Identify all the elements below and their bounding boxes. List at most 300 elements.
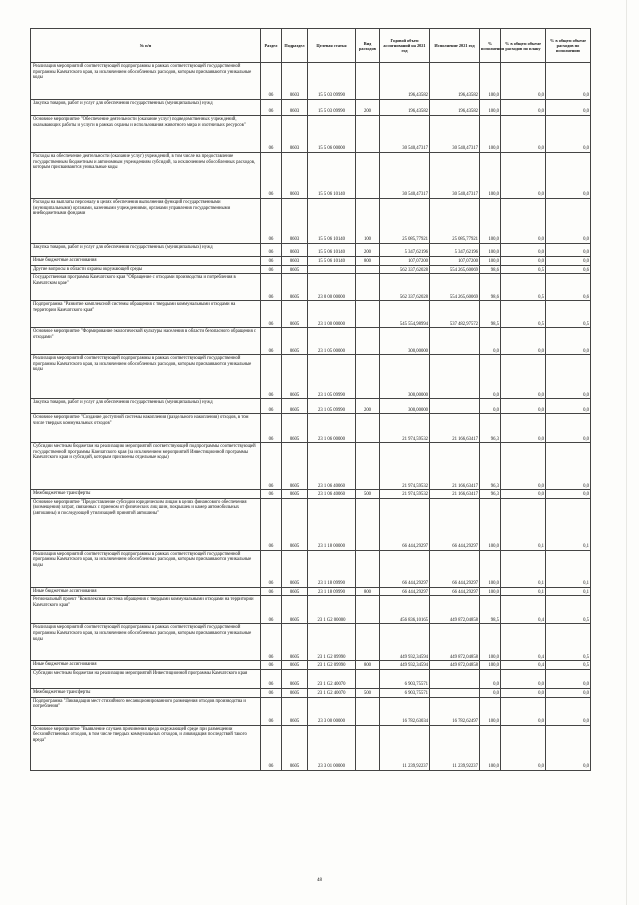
- execution-cell: [430, 328, 480, 355]
- table-row: [31, 328, 591, 355]
- share-plan-cell: 0,0: [501, 688, 546, 697]
- annual-plan-cell: 196,43582: [380, 63, 430, 100]
- table-row: [31, 587, 591, 596]
- share-execution-cell: 0,5: [546, 301, 591, 328]
- execution-percent-cell: 0,0: [480, 399, 501, 414]
- table-row: [31, 199, 591, 244]
- execution-percent-cell: 98,5: [480, 596, 501, 624]
- section-cell: 06: [261, 624, 282, 661]
- row-name-cell: Иные бюджетные ассигнования: [31, 587, 261, 596]
- target-article-cell: 15 5 06 10140: [308, 257, 356, 266]
- scan-edge-line: [626, 0, 627, 905]
- annual-plan-cell: 107,07200: [380, 257, 430, 266]
- expense-type-cell: [356, 669, 380, 688]
- annual-plan-cell: 300,00000: [380, 399, 430, 414]
- target-article-cell: 23 1 06 40060: [308, 443, 356, 490]
- table-body: [31, 63, 591, 771]
- share-plan-cell: 0,4: [501, 661, 546, 670]
- share-plan-cell: 0,4: [501, 624, 546, 661]
- row-name-cell: Иные бюджетные ассигнования: [31, 661, 261, 670]
- share-execution-cell: 0,0: [546, 116, 591, 153]
- annual-plan-cell: 11 239,92237: [380, 725, 430, 770]
- row-name-cell: Межбюджетные трансферты: [31, 490, 261, 499]
- col-header-number: № п/п: [31, 29, 261, 63]
- expense-type-cell: [356, 498, 380, 550]
- share-execution-cell: 0,0: [546, 153, 591, 199]
- execution-cell: 30 540,47317: [430, 153, 480, 199]
- subsection-cell: 0605: [282, 596, 308, 624]
- table-row: [31, 697, 591, 725]
- annual-plan-cell: 66 444,29297: [380, 587, 430, 596]
- section-cell: 06: [261, 661, 282, 670]
- execution-percent-cell: 100,0: [480, 498, 501, 550]
- expense-type-cell: [356, 443, 380, 490]
- share-plan-cell: 0,0: [501, 725, 546, 770]
- expense-type-cell: [356, 265, 380, 274]
- annual-plan-cell: 545 554,98994: [380, 301, 430, 328]
- row-name-cell: Основное мероприятие "Выявление случаев причинения вреда окружающей среде при размещении бесхозяйственных отходов, в том числе твердых коммунальных отходов, и ликвидация последствий такого вреда": [31, 725, 261, 770]
- target-article-cell: 23 1 G2 40070: [308, 688, 356, 697]
- row-name-cell: Закупка товаров, работ и услуг для обеспечения государственных (муниципальных) нужд: [31, 244, 261, 257]
- table-row: [31, 63, 591, 100]
- execution-percent-cell: 100,0: [480, 116, 501, 153]
- row-name-cell: Закупка товаров, работ и услуг для обеспечения государственных (муниципальных) нужд: [31, 399, 261, 414]
- subsection-cell: 0605: [282, 669, 308, 688]
- share-plan-cell: 0,1: [501, 550, 546, 587]
- section-cell: 06: [261, 596, 282, 624]
- section-cell: 06: [261, 399, 282, 414]
- target-article-cell: 15 5 06 00000: [308, 116, 356, 153]
- row-name-cell: Основное мероприятие "Создание доступной системы накопления (раздельного накопления) отходов, в том числе твердых коммунальных отходов": [31, 414, 261, 443]
- execution-cell: 66 444,29297: [430, 498, 480, 550]
- col-header-annual-plan: Годовой объем ассигнований на 2021 год: [380, 29, 430, 63]
- annual-plan-cell: 196,43582: [380, 100, 430, 116]
- execution-percent-cell: 0,0: [480, 688, 501, 697]
- table-row: [31, 265, 591, 274]
- subsection-cell: 0603: [282, 153, 308, 199]
- target-article-cell: 15 5 03 09990: [308, 63, 356, 100]
- annual-plan-cell: 449 932,34594: [380, 624, 430, 661]
- execution-cell: 30 540,47317: [430, 116, 480, 153]
- row-name-cell: Другие вопросы в области охраны окружающей среды: [31, 265, 261, 274]
- expense-type-cell: [356, 697, 380, 725]
- subsection-cell: 0605: [282, 490, 308, 499]
- target-article-cell: 15 5 06 10140: [308, 244, 356, 257]
- row-name-cell: Межбюджетные трансферты: [31, 688, 261, 697]
- annual-plan-cell: 21 974,59532: [380, 443, 430, 490]
- share-execution-cell: 0,5: [546, 596, 591, 624]
- expense-type-cell: 800: [356, 587, 380, 596]
- section-cell: 06: [261, 490, 282, 499]
- subsection-cell: 0605: [282, 328, 308, 355]
- share-execution-cell: 0,1: [546, 587, 591, 596]
- subsection-cell: 0603: [282, 257, 308, 266]
- share-plan-cell: 0,4: [501, 596, 546, 624]
- annual-plan-cell: 300,00000: [380, 328, 430, 355]
- table-row: [31, 414, 591, 443]
- execution-percent-cell: 100,0: [480, 100, 501, 116]
- execution-percent-cell: 100,0: [480, 624, 501, 661]
- subsection-cell: 0605: [282, 697, 308, 725]
- execution-percent-cell: 100,0: [480, 244, 501, 257]
- section-cell: 06: [261, 355, 282, 399]
- share-plan-cell: 0,0: [501, 414, 546, 443]
- subsection-cell: 0605: [282, 355, 308, 399]
- subsection-cell: 0605: [282, 688, 308, 697]
- section-cell: 06: [261, 688, 282, 697]
- col-header-execution-percent: % исполнения: [480, 29, 501, 63]
- execution-cell: 25 085,77921: [430, 199, 480, 244]
- execution-percent-cell: 96,3: [480, 414, 501, 443]
- execution-cell: 21 166,63417: [430, 490, 480, 499]
- share-plan-cell: 0,0: [501, 669, 546, 688]
- section-cell: 06: [261, 697, 282, 725]
- row-name-cell: Реализация мероприятий соответствующей подпрограммы в рамках соответствующей государственной программы Камчатского края, за исключением обособленных расходов, которым присваиваются уникальные коды: [31, 624, 261, 661]
- annual-plan-cell: 30 540,47317: [380, 116, 430, 153]
- expense-type-cell: [356, 328, 380, 355]
- section-cell: 06: [261, 550, 282, 587]
- table-row: [31, 725, 591, 770]
- annual-plan-cell: 562 337,62028: [380, 265, 430, 274]
- share-execution-cell: 0,5: [546, 661, 591, 670]
- section-cell: 06: [261, 328, 282, 355]
- section-cell: 06: [261, 63, 282, 100]
- execution-percent-cell: 98,6: [480, 274, 501, 301]
- expense-type-cell: 500: [356, 688, 380, 697]
- table-row: [31, 244, 591, 257]
- target-article-cell: 23 1 G2 09990: [308, 624, 356, 661]
- share-plan-cell: 0,5: [501, 301, 546, 328]
- share-plan-cell: 0,0: [501, 328, 546, 355]
- execution-percent-cell: 100,0: [480, 725, 501, 770]
- col-header-execution: Исполнение 2021 год: [430, 29, 480, 63]
- row-name-cell: Закупка товаров, работ и услуг для обеспечения государственных (муниципальных) нужд: [31, 100, 261, 116]
- execution-cell: [430, 399, 480, 414]
- execution-cell: 449 872,04858: [430, 596, 480, 624]
- row-name-cell: Региональный проект "Комплексная система обращения с твердыми коммунальными отходами на территории Камчатского края": [31, 596, 261, 624]
- share-execution-cell: 0,0: [546, 328, 591, 355]
- table-row: [31, 669, 591, 688]
- share-plan-cell: 0,0: [501, 697, 546, 725]
- expense-type-cell: [356, 414, 380, 443]
- share-execution-cell: 0,0: [546, 257, 591, 266]
- annual-plan-cell: 6 903,75571: [380, 688, 430, 697]
- section-cell: 06: [261, 116, 282, 153]
- execution-cell: 196,43582: [430, 100, 480, 116]
- row-name-cell: Реализация мероприятий соответствующей подпрограммы в рамках соответствующей государственной программы Камчатского края, за исключением обособленных расходов, которым присваиваются уникальные коды: [31, 550, 261, 587]
- share-plan-cell: 0,0: [501, 443, 546, 490]
- expense-type-cell: 800: [356, 257, 380, 266]
- share-plan-cell: 0,1: [501, 498, 546, 550]
- target-article-cell: 23 1 18 09990: [308, 550, 356, 587]
- share-plan-cell: 0,0: [501, 257, 546, 266]
- execution-cell: 21 166,63417: [430, 414, 480, 443]
- row-name-cell: Реализация мероприятий соответствующей подпрограммы в рамках соответствующей государственной программы Камчатского края, за исключением обособленных расходов, которым присваиваются уникальные коды: [31, 355, 261, 399]
- share-plan-cell: 0,0: [501, 153, 546, 199]
- execution-cell: 66 444,29297: [430, 550, 480, 587]
- section-cell: 06: [261, 725, 282, 770]
- subsection-cell: 0605: [282, 301, 308, 328]
- share-execution-cell: 0,0: [546, 63, 591, 100]
- subsection-cell: 0605: [282, 265, 308, 274]
- subsection-cell: 0605: [282, 274, 308, 301]
- section-cell: 06: [261, 414, 282, 443]
- table-row: [31, 661, 591, 670]
- target-article-cell: 23 1 05 00000: [308, 328, 356, 355]
- row-name-cell: Основное мероприятие "Обеспечение деятельности (оказание услуг) подведомственных учреждений, оказывающих работы и услуги в рамках охраны и использования животного мира и охотничьих ресурсов": [31, 116, 261, 153]
- share-execution-cell: 0,0: [546, 199, 591, 244]
- target-article-cell: 23 1 G2 09990: [308, 661, 356, 670]
- subsection-cell: 0605: [282, 498, 308, 550]
- execution-percent-cell: 100,0: [480, 63, 501, 100]
- col-header-target-article: Целевая статья: [308, 29, 356, 63]
- section-cell: 06: [261, 244, 282, 257]
- share-execution-cell: 0,0: [546, 244, 591, 257]
- execution-percent-cell: 100,0: [480, 199, 501, 244]
- execution-cell: 21 166,63417: [430, 443, 480, 490]
- expense-type-cell: 200: [356, 399, 380, 414]
- share-plan-cell: 0,0: [501, 399, 546, 414]
- expense-type-cell: 100: [356, 199, 380, 244]
- table-row: [31, 301, 591, 328]
- table-row: [31, 274, 591, 301]
- row-name-cell: Субсидии местным бюджетам на реализацию мероприятий соответствующей подпрограммы соответствующей государственной программы Камчатского края (за исключением мероприятий Инвестиционной программы Камчатского края и субсидий, которым присвоены отдельные коды): [31, 443, 261, 490]
- annual-plan-cell: 21 974,59532: [380, 490, 430, 499]
- section-cell: 06: [261, 587, 282, 596]
- share-plan-cell: 0,1: [501, 587, 546, 596]
- execution-percent-cell: 0,0: [480, 355, 501, 399]
- share-execution-cell: 0,0: [546, 688, 591, 697]
- annual-plan-cell: 5 347,62196: [380, 244, 430, 257]
- annual-plan-cell: 66 444,29297: [380, 550, 430, 587]
- table-row: [31, 624, 591, 661]
- table-row: [31, 100, 591, 116]
- target-article-cell: 23 1 05 09990: [308, 399, 356, 414]
- row-name-cell: Субсидии местным бюджетам на реализацию мероприятий Инвестиционной программы Камчатского края: [31, 669, 261, 688]
- share-plan-cell: 0,0: [501, 355, 546, 399]
- target-article-cell: 23 1 00 00000: [308, 301, 356, 328]
- subsection-cell: 0603: [282, 100, 308, 116]
- row-name-cell: Иные бюджетные ассигнования: [31, 257, 261, 266]
- share-execution-cell: 0,6: [546, 265, 591, 274]
- execution-percent-cell: 100,0: [480, 697, 501, 725]
- subsection-cell: 0603: [282, 116, 308, 153]
- target-article-cell: 15 5 06 10140: [308, 153, 356, 199]
- execution-cell: 196,43582: [430, 63, 480, 100]
- target-article-cell: 23 1 G2 40070: [308, 669, 356, 688]
- target-article-cell: 23 1 05 09990: [308, 355, 356, 399]
- section-cell: 06: [261, 199, 282, 244]
- share-execution-cell: 0,0: [546, 443, 591, 490]
- annual-plan-cell: 456 836,10165: [380, 596, 430, 624]
- execution-percent-cell: 0,0: [480, 669, 501, 688]
- annual-plan-cell: 300,00000: [380, 355, 430, 399]
- share-execution-cell: 0,0: [546, 399, 591, 414]
- annual-plan-cell: 562 337,62028: [380, 274, 430, 301]
- row-name-cell: Основное мероприятие "Предоставление субсидии юридическим лицам в целях финансового обеспечения (возмещения) затрат, связанных с приемом от физических лиц шин, покрышек и камер автомобильных (автошины) и последующей утилизацией принятой автошины": [31, 498, 261, 550]
- col-header-share-execution: % в общем объеме расходов по исполнению: [546, 29, 591, 63]
- expense-type-cell: [356, 153, 380, 199]
- expense-type-cell: [356, 274, 380, 301]
- row-name-cell: Государственная программа Камчатского края "Обращение с отходами производства и потребления в Камчатском крае": [31, 274, 261, 301]
- annual-plan-cell: 6 903,75571: [380, 669, 430, 688]
- share-plan-cell: 0,5: [501, 265, 546, 274]
- page-number: 48: [317, 878, 322, 883]
- section-cell: 06: [261, 669, 282, 688]
- share-execution-cell: 0,0: [546, 697, 591, 725]
- execution-cell: 11 239,92237: [430, 725, 480, 770]
- table-row: [31, 490, 591, 499]
- subsection-cell: 0605: [282, 624, 308, 661]
- share-execution-cell: 0,0: [546, 490, 591, 499]
- budget-execution-table: [30, 28, 591, 771]
- share-plan-cell: 0,5: [501, 274, 546, 301]
- execution-percent-cell: 100,0: [480, 661, 501, 670]
- target-article-cell: 23 1 06 40060: [308, 490, 356, 499]
- target-article-cell: 15 5 03 09990: [308, 100, 356, 116]
- target-article-cell: [308, 265, 356, 274]
- share-execution-cell: 0,5: [546, 624, 591, 661]
- expense-type-cell: 200: [356, 244, 380, 257]
- col-header-expense-type: Вид расходов: [356, 29, 380, 63]
- col-header-subsection: Подраздел: [282, 29, 308, 63]
- share-plan-cell: 0,0: [501, 244, 546, 257]
- annual-plan-cell: 25 085,77921: [380, 199, 430, 244]
- row-name-cell: Подпрограмма "Ликвидация мест стихийного несанкционированного размещения отходов производства и потребления": [31, 697, 261, 725]
- execution-cell: 537 482,97572: [430, 301, 480, 328]
- share-execution-cell: 0,0: [546, 355, 591, 399]
- execution-cell: [430, 688, 480, 697]
- section-cell: 06: [261, 257, 282, 266]
- table-row: [31, 550, 591, 587]
- target-article-cell: 23 1 G2 00000: [308, 596, 356, 624]
- share-execution-cell: 0,1: [546, 498, 591, 550]
- share-execution-cell: 0,0: [546, 669, 591, 688]
- execution-cell: 449 872,04858: [430, 661, 480, 670]
- section-cell: 06: [261, 274, 282, 301]
- execution-cell: 554 265,60069: [430, 274, 480, 301]
- share-execution-cell: 0,6: [546, 274, 591, 301]
- row-name-cell: Основное мероприятие "Формирование экологической культуры населения в области безопасного обращения с отходами": [31, 328, 261, 355]
- expense-type-cell: [356, 116, 380, 153]
- execution-percent-cell: 100,0: [480, 257, 501, 266]
- row-name-cell: Подпрограмма "Развитие комплексной системы обращения с твердыми коммунальными отходами на территории Камчатского края": [31, 301, 261, 328]
- execution-cell: 16 782,62497: [430, 697, 480, 725]
- share-execution-cell: 0,0: [546, 100, 591, 116]
- share-plan-cell: 0,0: [501, 490, 546, 499]
- table-row: [31, 399, 591, 414]
- execution-cell: 107,07200: [430, 257, 480, 266]
- annual-plan-cell: 449 932,34594: [380, 661, 430, 670]
- target-article-cell: 23 0 00 00000: [308, 274, 356, 301]
- subsection-cell: 0605: [282, 661, 308, 670]
- execution-cell: [430, 669, 480, 688]
- col-header-section: Раздел: [261, 29, 282, 63]
- execution-percent-cell: 0,0: [480, 328, 501, 355]
- table-row: [31, 257, 591, 266]
- target-article-cell: 23 3 00 00000: [308, 697, 356, 725]
- execution-cell: 5 347,62196: [430, 244, 480, 257]
- table-row: [31, 116, 591, 153]
- target-article-cell: 15 5 06 10140: [308, 199, 356, 244]
- expense-type-cell: [356, 63, 380, 100]
- col-header-share-plan: % в общем объеме расходов по плану: [501, 29, 546, 63]
- subsection-cell: 0605: [282, 725, 308, 770]
- execution-percent-cell: 100,0: [480, 587, 501, 596]
- expense-type-cell: 800: [356, 661, 380, 670]
- subsection-cell: 0603: [282, 63, 308, 100]
- execution-percent-cell: 98,5: [480, 301, 501, 328]
- table-row: [31, 688, 591, 697]
- section-cell: 06: [261, 498, 282, 550]
- table-row: [31, 498, 591, 550]
- expense-type-cell: [356, 550, 380, 587]
- share-plan-cell: 0,0: [501, 100, 546, 116]
- subsection-cell: 0605: [282, 443, 308, 490]
- expense-type-cell: [356, 725, 380, 770]
- section-cell: 06: [261, 301, 282, 328]
- share-plan-cell: 0,0: [501, 63, 546, 100]
- execution-cell: 449 872,04858: [430, 624, 480, 661]
- row-name-cell: Реализация мероприятий соответствующей подпрограммы в рамках соответствующей государственной программы Камчатского края, за исключением обособленных расходов, которым присваиваются уникальные коды: [31, 63, 261, 100]
- share-plan-cell: 0,0: [501, 199, 546, 244]
- subsection-cell: 0605: [282, 550, 308, 587]
- annual-plan-cell: 21 974,59532: [380, 414, 430, 443]
- target-article-cell: 23 3 01 00000: [308, 725, 356, 770]
- subsection-cell: 0605: [282, 587, 308, 596]
- expense-type-cell: [356, 624, 380, 661]
- subsection-cell: 0603: [282, 199, 308, 244]
- expense-type-cell: [356, 596, 380, 624]
- share-plan-cell: 0,0: [501, 116, 546, 153]
- expense-type-cell: 500: [356, 490, 380, 499]
- execution-percent-cell: 96,3: [480, 490, 501, 499]
- share-execution-cell: 0,0: [546, 725, 591, 770]
- section-cell: 06: [261, 153, 282, 199]
- section-cell: 06: [261, 100, 282, 116]
- expense-type-cell: [356, 301, 380, 328]
- section-cell: 06: [261, 265, 282, 274]
- table-row: [31, 355, 591, 399]
- execution-percent-cell: 96,3: [480, 443, 501, 490]
- target-article-cell: 23 1 18 09990: [308, 587, 356, 596]
- subsection-cell: 0605: [282, 399, 308, 414]
- subsection-cell: 0603: [282, 244, 308, 257]
- execution-cell: 66 444,29297: [430, 587, 480, 596]
- execution-percent-cell: 98,6: [480, 265, 501, 274]
- annual-plan-cell: 66 444,29297: [380, 498, 430, 550]
- execution-cell: 554 265,60069: [430, 265, 480, 274]
- subsection-cell: 0605: [282, 414, 308, 443]
- annual-plan-cell: 16 782,63034: [380, 697, 430, 725]
- table-row: [31, 596, 591, 624]
- table-row: [31, 153, 591, 199]
- execution-percent-cell: 100,0: [480, 550, 501, 587]
- table-row: [31, 443, 591, 490]
- expense-type-cell: 200: [356, 100, 380, 116]
- execution-percent-cell: 100,0: [480, 153, 501, 199]
- share-execution-cell: 0,1: [546, 550, 591, 587]
- row-name-cell: Расходы на обеспечение деятельности (оказание услуг) учреждений, в том числе на предоставление государственным бюджетным и автономным учреждениям субсидий, за исключением обособленных расходов, которым присваиваются уникальные коды: [31, 153, 261, 199]
- table-header-row: [31, 29, 591, 63]
- expense-type-cell: [356, 355, 380, 399]
- share-execution-cell: 0,0: [546, 414, 591, 443]
- section-cell: 06: [261, 443, 282, 490]
- execution-cell: [430, 355, 480, 399]
- row-name-cell: Расходы на выплаты персоналу в целях обеспечения выполнения функций государственными (муниципальными) органами, казенными учреждениями, органами управления государственными внебюджетными фондами: [31, 199, 261, 244]
- target-article-cell: 23 1 06 00000: [308, 414, 356, 443]
- annual-plan-cell: 30 540,47317: [380, 153, 430, 199]
